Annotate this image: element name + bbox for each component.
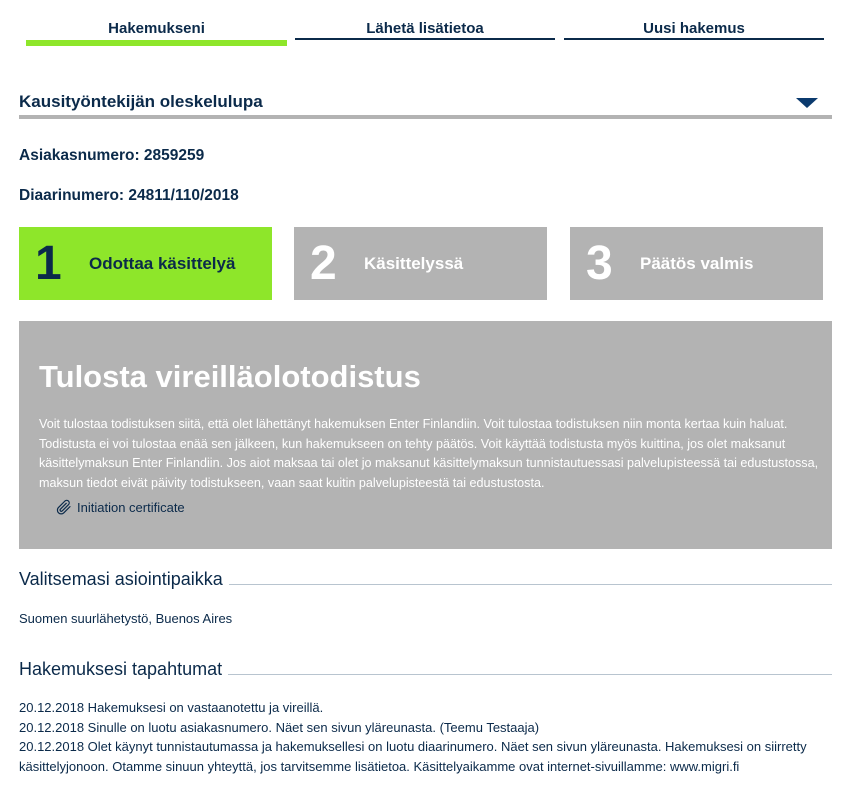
section-title: Hakemuksesi tapahtumat: [19, 658, 223, 679]
list-item: 20.12.2018 Sinulle on luotu asiakasnumero. Näet sen sivun yläreunasta. (Teemu Testaaja): [19, 719, 540, 735]
tab-bar: [26, 18, 824, 48]
list-item: 20.12.2018 Hakemuksesi on vastaanotettu ja vireillä.: [19, 700, 324, 715]
section-title: Valitsemasi asiointipaikka: [19, 568, 223, 589]
divider: [228, 674, 832, 675]
initiation-certificate-link[interactable]: [55, 498, 185, 516]
application-select-value: Kausityöntekijän oleskelulupa: [19, 92, 263, 111]
service-point-header: [19, 567, 832, 591]
diary-number: Diaarinumero: 24811/110/2018: [19, 187, 239, 204]
paperclip-icon: [55, 498, 73, 516]
certificate-title: Tulosta vireilläolotodistus: [39, 359, 421, 394]
application-select[interactable]: [19, 88, 832, 119]
tab-label: Hakemukseni: [108, 20, 205, 37]
tab-send-additional-info[interactable]: [295, 18, 555, 48]
tab-indicator: [564, 38, 824, 40]
step-number: 1: [35, 236, 62, 290]
customer-number: Asiakasnumero: 2859259: [19, 147, 205, 164]
list-item: 20.12.2018 Olet käynyt tunnistautumassa ja hakemuksellesi on luotu diaarinumero. Näet sen sivun yläreunasta. Hakemuksesi on siirretty käsittelyjonoon. Otamme sinuun yhteyttä, jos tarvitsemme lisätietoa. Käsittelyaikamme ovat internet-sivuillamme: www.migri.fi: [19, 739, 807, 774]
status-step-processing: [294, 227, 547, 300]
service-point-value: Suomen suurlähetystö, Buenos Aires: [19, 611, 233, 626]
chevron-down-icon: [796, 98, 818, 108]
tab-my-applications[interactable]: [26, 18, 287, 48]
certificate-description: Voit tulostaa todistuksen siitä, että olet lähettänyt hakemuksen Enter Finlandiin. Voit tulostaa todistuksen niin monta kertaa kuin haluat. Todistusta ei voi tulostaa enää sen jälkeen, kun hakemukseen on tehty päätös. Voit käyttää todistusta myös kuittina, jos olet maksanut käsittelymaksun Enter Finlandiin. Jos aiot maksaa tai olet jo maksanut käsittelymaksun tunnistautuessasi palvelupisteessä tai edustustossa, maksun tiedot eivät päivity todistukseen, vaan saat kuitin palvelupisteestä tai edustustosta.: [39, 417, 819, 490]
tab-label: Uusi hakemus: [643, 20, 745, 37]
divider: [229, 584, 832, 585]
tab-indicator: [295, 38, 555, 40]
step-label: Käsittelyssä: [364, 253, 464, 273]
step-number: 3: [586, 236, 613, 290]
tab-new-application[interactable]: [564, 18, 824, 48]
events-list: [19, 698, 809, 776]
step-label: Odottaa käsittelyä: [89, 253, 236, 273]
events-header: [19, 657, 832, 681]
tab-label: Lähetä lisätietoa: [366, 20, 484, 37]
step-label: Päätös valmis: [640, 253, 754, 273]
step-number: 2: [310, 236, 337, 290]
tab-indicator: [26, 40, 287, 46]
status-step-decision-ready: [570, 227, 823, 300]
initiation-certificate-label: Initiation certificate: [77, 499, 185, 515]
certificate-panel: [19, 321, 832, 549]
status-step-waiting: [19, 227, 272, 300]
